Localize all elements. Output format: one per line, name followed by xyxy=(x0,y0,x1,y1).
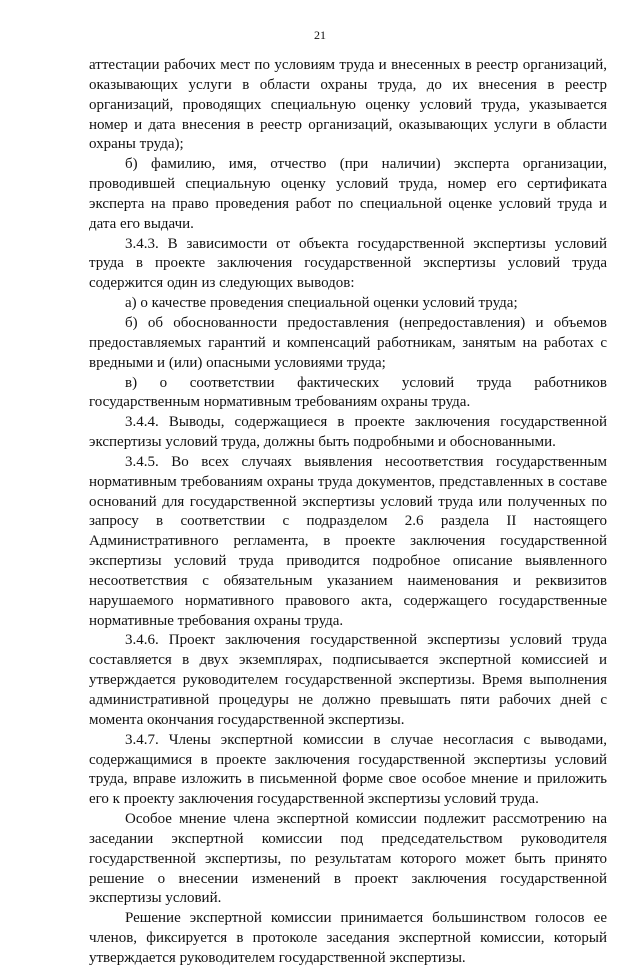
paragraph-item-b-expert: б) фамилию, имя, отчество (при наличии) эксперта организации, проводившей специальную оценку условий труда, номер его сертификата эксперта на право проведения работ по специальной оценке условий труда и дата его выдачи. xyxy=(89,156,607,232)
paragraph-commission-decision: Решение экспертной комиссии принимается большинством голосов ее членов, фиксируется в протоколе заседания экспертной комиссии, который утверждается руководителем государственной экспертизы. xyxy=(89,910,607,966)
paragraph-3-4-5: 3.4.5. Во всех случаях выявления несоответствия государственным нормативным требованиям охраны труда документов, представленных в составе оснований для государственной экспертизы условий труда или полученных по запросу в соответствии с подразделом 2.6 раздела II настоящего Административного регламента, в проекте заключения государственной экспертизы условий труда приводится подробное описание выявленного несоответствия с обязательным указанием наименования и реквизитов нарушаемого нормативного правового акта, содержащего государственные нормативные требования охраны труда. xyxy=(89,453,607,629)
paragraph-conclusion-a: а) о качестве проведения специальной оценки условий труда; xyxy=(125,295,518,312)
page-number: 21 xyxy=(314,28,326,42)
paragraph-conclusion-c: в) о соответствии фактических условий труда работников государственным нормативным требованиям охраны труда. xyxy=(89,374,607,411)
paragraph-3-4-7: 3.4.7. Члены экспертной комиссии в случае несогласия с выводами, содержащимися в проекте заключения государственной экспертизы условий труда, вправе изложить в письменной форме свое особое мнение и приложить его к проекту заключения государственной экспертизы условий труда. xyxy=(89,731,607,808)
paragraph-3-4-4: 3.4.4. Выводы, содержащиеся в проекте заключения государственной экспертизы условий труда, должны быть подробными и обоснованными. xyxy=(89,414,607,451)
document-body xyxy=(89,56,607,969)
paragraph-3-4-3: 3.4.3. В зависимости от объекта государственной экспертизы условий труда в проекте заключения государственной экспертизы условий труда содержится один из следующих выводов: xyxy=(89,235,607,292)
paragraph-3-4-6: 3.4.6. Проект заключения государственной экспертизы условий труда составляется в двух экземплярах, подписывается экспертной комиссией и утверждается руководителем государственной экспертизы. Время выполнения административной процедуры не должно превышать пяти рабочих дней с момента окончания государственной экспертизы. xyxy=(89,632,607,728)
paragraph-continuation: аттестации рабочих мест по условиям труда и внесенных в реестр организаций, оказывающих услуги в области охраны труда, до их внесения в реестр организаций, проводящих специальную оценку условий труда, указывается номер и дата внесения в реестр организаций, оказывающих услуги в области охраны труда); xyxy=(89,57,607,153)
paragraph-special-opinion: Особое мнение члена экспертной комиссии подлежит рассмотрению на заседании экспертной комиссии под председательством руководителя государственной экспертизы, по результатам которого может быть принято решение о внесении изменений в проект заключения государственной экспертизы условий. xyxy=(89,811,607,907)
paragraph-conclusion-b: б) об обоснованности предоставления (непредоставления) и объемов предоставляемых гарантий и компенсаций работникам, занятым на работах с вредными и (или) опасными условиями труда; xyxy=(89,314,607,371)
